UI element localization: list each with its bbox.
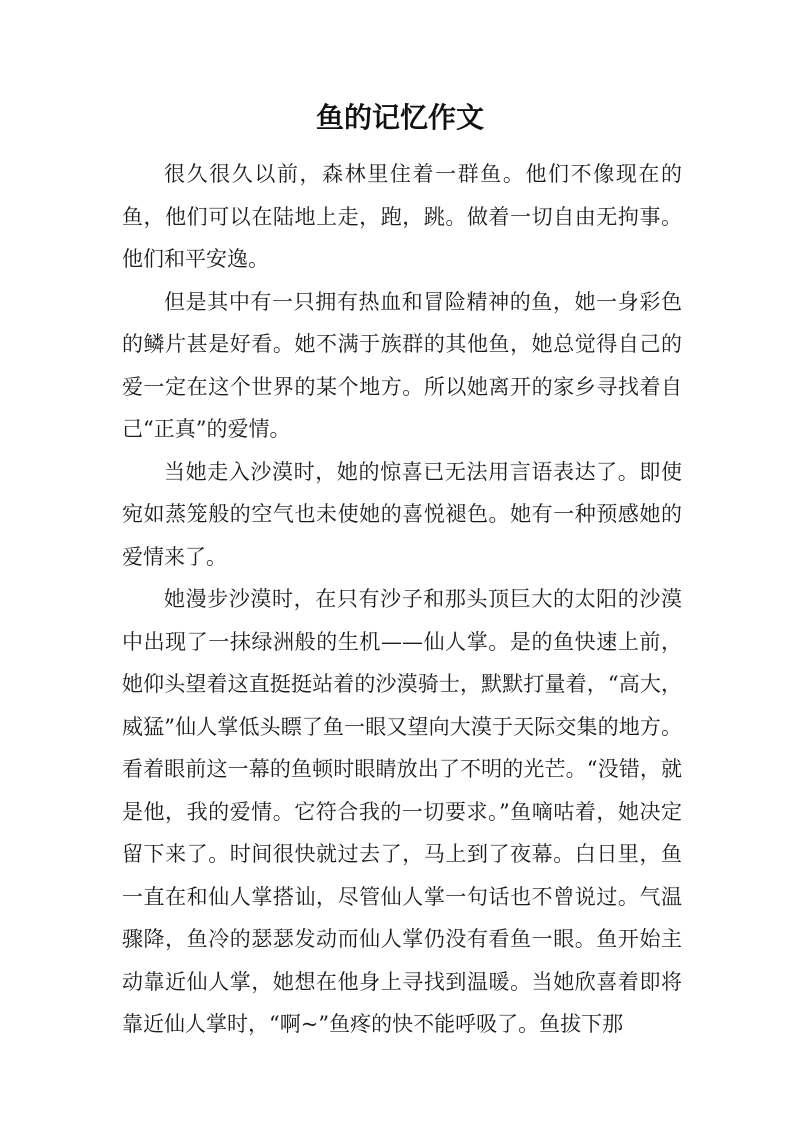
paragraph: 当她走入沙漠时，她的惊喜已无法用言语表达了。即使宛如蒸笼般的空气也未使她的喜悦褪色。她有一种预感她的爱情来了。 [122, 459, 682, 569]
document-title: 鱼的记忆作文 [315, 101, 484, 134]
paragraph: 很久很久以前，森林里住着一群鱼。他们不像现在的鱼，他们可以在陆地上走，跑，跳。做着一切自由无拘事。他们和平安逸。 [122, 162, 682, 271]
paragraph: 她漫步沙漠时，在只有沙子和那头顶巨大的太阳的沙漠中出现了一抹绿洲般的生机——仙人掌。是的鱼快速上前，她仰头望着这直挺挺站着的沙漠骑士，默默打量着，“高大，威猛”仙人掌低头瞟了鱼一眼又望向大漠于天际交集的地方。看着眼前这一幕的鱼顿时眼睛放出了不明的光芒。“没错，就是他，我的爱情。它符合我的一切要求。”鱼嘀咕着，她决定留下来了。时间很快就过去了，马上到了夜幕。白日里，鱼一直在和仙人掌搭讪，尽管仙人掌一句话也不曾说过。气温骤降，鱼冷的瑟瑟发动而仙人掌仍没有看鱼一眼。鱼开始主动靠近仙人掌，她想在他身上寻找到温暖。当她欣喜着即将靠近仙人掌时，“啊~”鱼疼的快不能呼吸了。鱼拔下那 [122, 587, 682, 1036]
paragraph: 但是其中有一只拥有热血和冒险精神的鱼，她一身彩色的鳞片甚是好看。她不满于族群的其他鱼，她总觉得自己的爱一定在这个世界的某个地方。所以她离开的家乡寻找着自己“正真”的爱情。 [122, 289, 682, 441]
document-body [122, 153, 682, 1046]
